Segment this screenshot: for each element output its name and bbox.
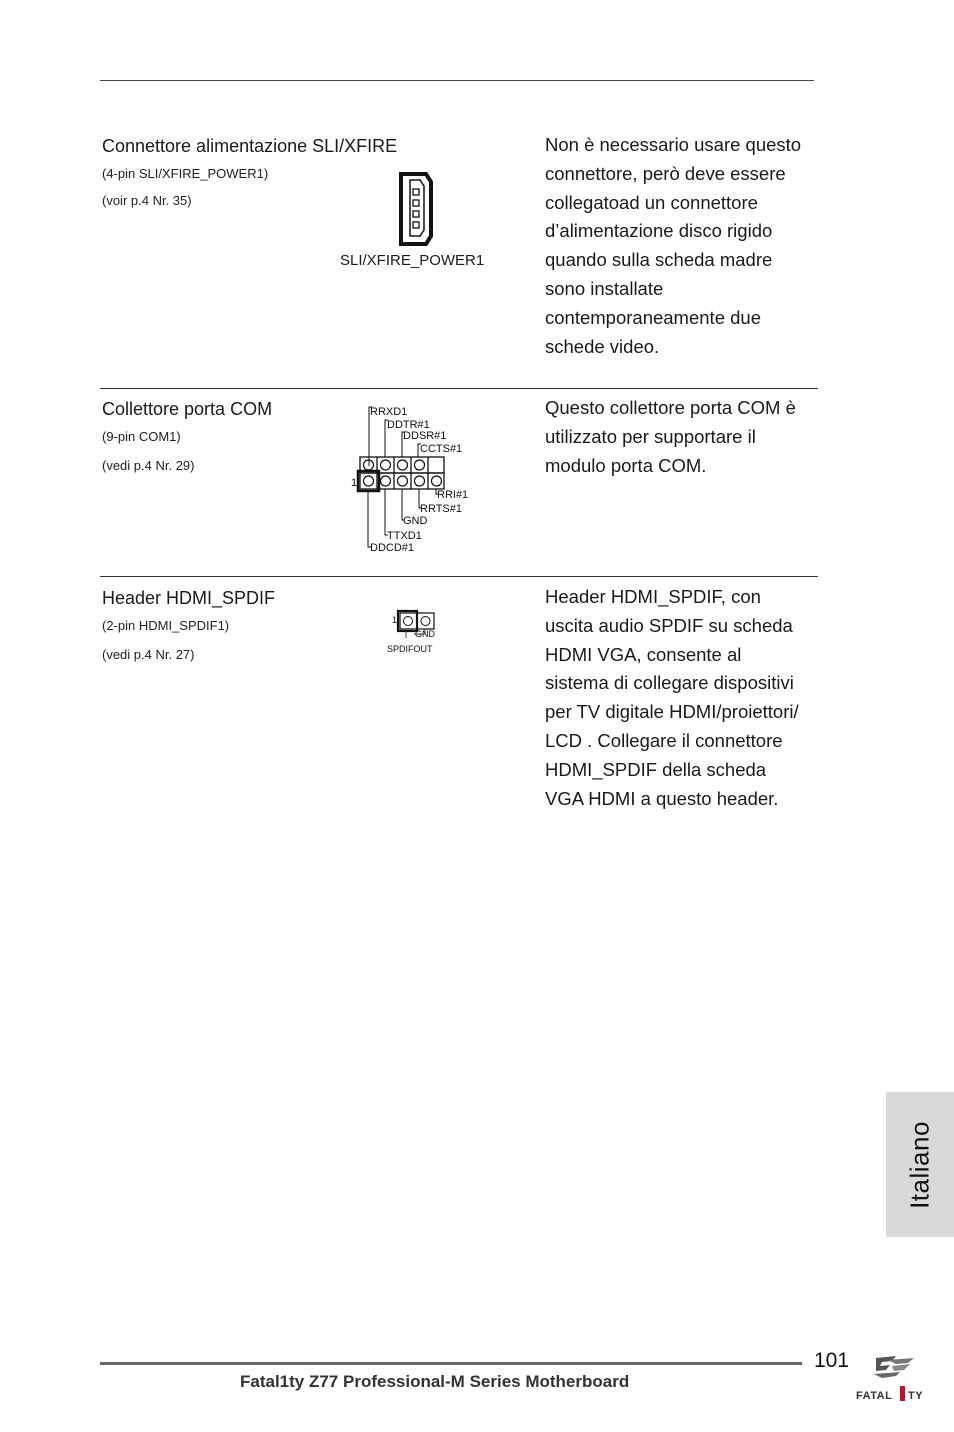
footer-rule: [100, 1362, 802, 1365]
description-line: sistema di collegare dispositivi: [545, 672, 794, 694]
pin-label-spdifout: SPDIFOUT: [387, 644, 433, 654]
connector-label: SLI/XFIRE_POWER1: [340, 252, 485, 269]
top-rule: [100, 80, 814, 81]
fatal1ty-logo: [852, 1352, 932, 1404]
description-line: contemporaneamente due: [545, 306, 761, 328]
description-line: HDMI VGA, consente al: [545, 643, 742, 665]
description-line: Questo collettore porta COM è: [545, 397, 796, 418]
page-number: 101: [814, 1349, 850, 1372]
description-line: collegatoad un connettore: [545, 191, 758, 213]
section-pin-info: (4-pin SLI/XFIRE_POWER1): [102, 166, 269, 181]
pin-one-marker: 1: [351, 477, 358, 489]
pin-label-rrxd1: RRXD1: [370, 406, 408, 418]
pin-label-ddtr1: DDTR#1: [387, 419, 430, 431]
pin-label-rrts1: RRTS#1: [420, 503, 462, 515]
section-pin-info: (2-pin HDMI_SPDIF1): [102, 618, 230, 633]
section-description: [545, 394, 825, 480]
com-header-pin-diagram: [348, 402, 478, 558]
svg-text:TY: TY: [908, 1390, 924, 1402]
description-line: schede video.: [545, 335, 660, 357]
description-line: per TV digitale HDMI/proiettori/: [545, 701, 799, 723]
section-divider: [100, 576, 818, 577]
language-side-tab: [886, 1092, 954, 1237]
pin-label-ddcd1: DDCD#1: [370, 542, 415, 554]
description-line: utilizzato per supportare il: [545, 425, 756, 447]
pin-label-ttxd1: TTXD1: [387, 530, 422, 542]
description-line: VGA HDMI a questo header.: [545, 787, 779, 809]
section-divider: [100, 388, 818, 389]
description-line: Header HDMI_SPDIF, con: [545, 586, 761, 607]
hdmi-spdif-pin-diagram: [384, 608, 464, 658]
pin-label-ccts1: CCTS#1: [420, 443, 463, 455]
section-title: Connettore alimentazione SLI/XFIRE: [102, 136, 398, 156]
footer-title: Fatal1ty Z77 Professional-M Series Motherboard: [240, 1372, 630, 1391]
pin-label-gnd: GND: [403, 515, 428, 527]
section-description: [545, 131, 825, 361]
section-description: [545, 583, 825, 813]
section-pin-info: (9-pin COM1): [102, 429, 181, 444]
description-line: LCD . Collegare il connettore: [545, 729, 783, 751]
description-line: uscita audio SPDIF su scheda: [545, 614, 793, 636]
pin-label-ddsr1: DDSR#1: [403, 430, 447, 442]
section-page-ref: (vedi p.4 Nr. 29): [102, 458, 195, 473]
sli-xfire-power-connector-diagram: [396, 168, 436, 248]
description-line: quando sulla scheda madre: [545, 249, 773, 271]
pin-label-gnd: GND: [415, 629, 435, 639]
description-line: d’alimentazione disco rigido: [545, 220, 773, 242]
pin-one-marker: 1: [392, 615, 398, 625]
section-title: Collettore porta COM: [102, 399, 273, 419]
pin-label-rri1: RRI#1: [437, 489, 469, 501]
section-page-ref: (voir p.4 Nr. 35): [102, 193, 192, 208]
description-line: modulo porta COM.: [545, 454, 707, 476]
language-label: Italiano: [904, 1120, 935, 1209]
svg-text:FATAL: FATAL: [856, 1390, 893, 1402]
description-line: sono installate: [545, 277, 664, 299]
section-page-ref: (vedi p.4 Nr. 27): [102, 647, 195, 662]
description-line: HDMI_SPDIF della scheda: [545, 758, 767, 780]
section-title: Header HDMI_SPDIF: [102, 588, 276, 608]
description-line: Non è necessario usare questo: [545, 134, 802, 155]
description-line: connettore, però deve essere: [545, 162, 786, 184]
